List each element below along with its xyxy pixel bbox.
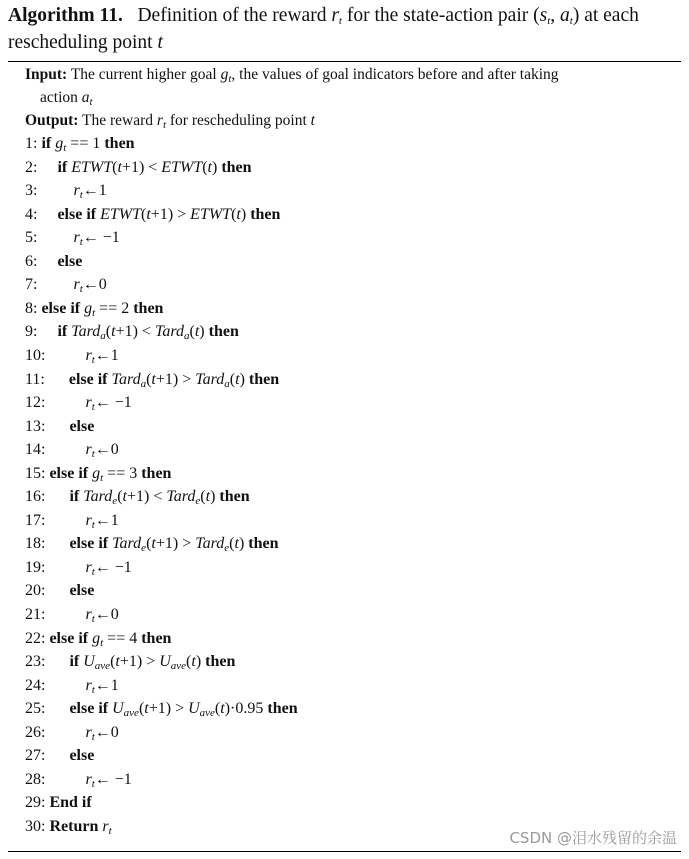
line-code: End if bbox=[49, 794, 92, 812]
line-number: 2: bbox=[25, 158, 38, 176]
line-code: else if $U_{ave}(t+1) > U_{ave}(t)\cdot 0.95$ then bbox=[69, 700, 298, 720]
line-number: 10: bbox=[25, 346, 46, 364]
input-text-continued: action $a_t$ bbox=[40, 89, 93, 108]
output-block bbox=[25, 109, 675, 132]
algorithm-line-13 bbox=[25, 415, 94, 438]
line-number: 8: bbox=[25, 299, 38, 317]
line-number: 26: bbox=[25, 723, 46, 741]
line-code: else bbox=[57, 252, 83, 270]
line-number: 14: bbox=[25, 441, 46, 459]
algorithm-line-20 bbox=[25, 579, 94, 602]
line-number: 22: bbox=[25, 629, 46, 647]
line-code: else bbox=[69, 582, 95, 600]
line-number: 15: bbox=[25, 464, 46, 482]
line-number: 19: bbox=[25, 558, 46, 576]
line-number: 16: bbox=[25, 488, 46, 506]
line-code: if $g_t == 1$ then bbox=[41, 135, 135, 154]
algorithm-line-29 bbox=[25, 791, 92, 814]
algorithm-line-11 bbox=[25, 368, 279, 391]
line-code: $r_t\leftarrow 1$ bbox=[85, 511, 119, 531]
line-code: else bbox=[69, 417, 95, 435]
line-number: 17: bbox=[25, 511, 46, 529]
line-number: 6: bbox=[25, 252, 38, 270]
algorithm-line-7 bbox=[25, 273, 107, 296]
line-number: 13: bbox=[25, 417, 46, 435]
line-code: else if ETWT(t+1) > ETWT(t) then bbox=[57, 205, 281, 223]
watermark: CSDN @泪水残留的余温 bbox=[509, 829, 677, 847]
algorithm-line-26 bbox=[25, 721, 119, 744]
line-number: 5: bbox=[25, 229, 38, 247]
algorithm-line-1 bbox=[25, 132, 135, 155]
line-number: 23: bbox=[25, 653, 46, 671]
algorithm-line-15 bbox=[25, 462, 171, 485]
line-code: else if $g_t == 4$ then bbox=[49, 629, 172, 649]
line-code: $r_t\leftarrow -1$ bbox=[85, 558, 132, 578]
algorithm-label: Algorithm 11. bbox=[8, 5, 123, 26]
input-text: The current higher goal $g_t$, the values of goal indicators before and after taking bbox=[70, 66, 559, 85]
input-label: Input: bbox=[25, 66, 68, 83]
line-code: else bbox=[69, 747, 95, 765]
line-code: else if Tard$_a$(t+1) > Tard$_a$(t) then bbox=[68, 370, 280, 390]
line-code: $r_t\leftarrow 1$ bbox=[85, 676, 119, 696]
line-code: $r_t\leftarrow 1$ bbox=[85, 346, 119, 366]
line-number: 1: bbox=[25, 135, 38, 152]
algorithm-line-5 bbox=[25, 226, 120, 249]
algorithm-line-14 bbox=[25, 438, 119, 461]
line-number: 3: bbox=[25, 182, 38, 200]
line-code: Return $r_t$ bbox=[49, 817, 112, 837]
line-number: 27: bbox=[25, 747, 46, 765]
algorithm-line-9 bbox=[25, 320, 239, 343]
line-code: $r_t\leftarrow 0$ bbox=[73, 276, 107, 296]
algorithm-line-23 bbox=[25, 650, 235, 673]
line-number: 9: bbox=[25, 323, 38, 341]
algorithm-line-25 bbox=[25, 697, 298, 720]
line-code: $r_t\leftarrow 0$ bbox=[85, 441, 119, 461]
line-number: 30: bbox=[25, 817, 46, 835]
line-number: 29: bbox=[25, 794, 46, 812]
algorithm-line-17 bbox=[25, 509, 119, 532]
line-code: $r_t\leftarrow 1$ bbox=[73, 182, 107, 202]
algorithm-line-12 bbox=[25, 391, 132, 414]
algorithm-title bbox=[8, 2, 683, 56]
algorithm-line-3 bbox=[25, 179, 107, 202]
line-number: 25: bbox=[25, 700, 46, 718]
line-code: $r_t\leftarrow -1$ bbox=[85, 394, 132, 414]
line-number: 7: bbox=[25, 276, 38, 294]
line-code: if Tard$_e$(t+1) < Tard$_e$(t) then bbox=[69, 488, 250, 508]
line-code: if Tard$_a$(t+1) < Tard$_a$(t) then bbox=[57, 323, 239, 343]
line-code: $r_t\leftarrow -1$ bbox=[85, 770, 132, 790]
algorithm-line-30 bbox=[25, 815, 112, 838]
line-number: 12: bbox=[25, 394, 46, 412]
line-number: 18: bbox=[25, 535, 46, 553]
algorithm-line-8 bbox=[25, 297, 163, 320]
line-code: else if $g_t == 2$ then bbox=[41, 299, 164, 319]
algorithm-line-6 bbox=[25, 250, 82, 273]
line-code: if $U_{ave}(t+1) > U_{ave}(t)$ then bbox=[69, 653, 236, 673]
line-code: else if Tard$_e$(t+1) > Tard$_e$(t) then bbox=[69, 535, 279, 555]
line-number: 4: bbox=[25, 205, 38, 223]
output-label: Output: bbox=[25, 112, 79, 129]
line-number: 24: bbox=[25, 676, 46, 694]
top-rule bbox=[8, 61, 681, 62]
line-code: else if $g_t == 3$ then bbox=[49, 464, 172, 484]
line-number: 28: bbox=[25, 770, 46, 788]
algorithm-line-18 bbox=[25, 532, 279, 555]
algorithm-line-19 bbox=[25, 556, 132, 579]
algorithm-line-10 bbox=[25, 344, 119, 367]
line-code: $r_t\leftarrow 0$ bbox=[85, 606, 119, 625]
line-code: $r_t\leftarrow -1$ bbox=[73, 229, 120, 249]
algorithm-line-27 bbox=[25, 744, 94, 767]
output-text: The reward $r_t$ for rescheduling point t bbox=[82, 112, 315, 131]
line-number: 11: bbox=[25, 370, 45, 388]
algorithm-line-24 bbox=[25, 674, 119, 697]
bottom-rule bbox=[8, 851, 681, 852]
line-number: 20: bbox=[25, 582, 46, 600]
line-number: 21: bbox=[25, 606, 46, 623]
algorithm-line-21 bbox=[25, 603, 119, 626]
algorithm-line-22 bbox=[25, 627, 171, 650]
line-code: if ETWT(t+1) < ETWT(t) then bbox=[57, 158, 252, 176]
algorithm-line-4 bbox=[25, 203, 280, 226]
input-block bbox=[25, 63, 675, 109]
algorithm-line-28 bbox=[25, 768, 132, 791]
algorithm-line-16 bbox=[25, 485, 250, 508]
algorithm-line-2 bbox=[25, 156, 252, 179]
line-code: $r_t\leftarrow 0$ bbox=[85, 723, 119, 743]
algorithm-title-text: Definition of the reward $r_t$ for the state-action pair ($s_t$, $a_t$) at each rescheduling point t bbox=[8, 5, 639, 53]
